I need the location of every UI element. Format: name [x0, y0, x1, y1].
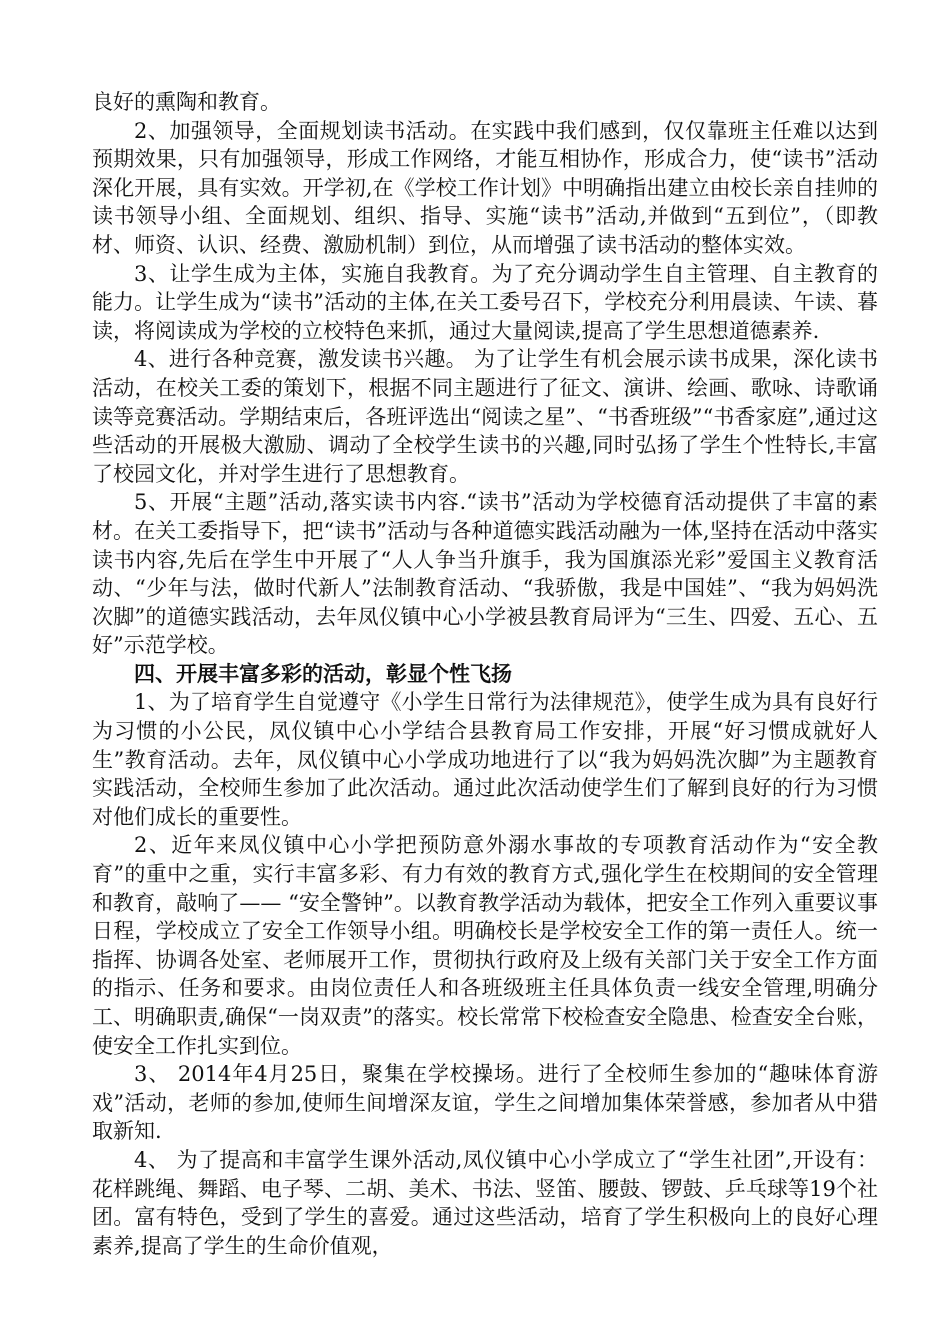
paragraph-section4-point-2-safety: 2、近年来凤仪镇中心小学把预防意外溺水事故的专项教育活动作为“安全教育”的重中之重，实行丰富多彩、有力有效的教育方式,强化学生在校期间的安全管理和教育，敲响了—— “安全警钟”。以教育教学活动为载体，把安全工作列入重要议事日程，学校成立了安全工作领导小组。明确校长是学校安全工作的第一责任人。统一指挥、协调各处室、老师展开工作，贯彻执行政府及上级有关部门关于安全工作方面的指示、任务和要求。由岗位责任人和各班级班主任具体负责一线安全管理,明确分工、明确职责,确保“一岗双责”的落实。校长常常下校检查安全隐患、检查安全台账，使安全工作扎实到位。	[92, 833, 878, 1058]
paragraph-section4-point-4-clubs: 4、 为了提高和丰富学生课外活动,凤仪镇中心小学成立了“学生社团”,开设有：花样跳绳、舞蹈、电子琴、二胡、美术、书法、竖笛、腰鼓、锣鼓、乒乓球等19个社团。富有特色，受到了学生的喜爱。通过这些活动，培育了学生积极向上的良好心理素养,提高了学生的生命价值观，	[92, 1147, 878, 1258]
paragraph-point-2-leadership: 2、加强领导，全面规划读书活动。在实践中我们感到，仅仅靠班主任难以达到预期效果，只有加强领导，形成工作网络，才能互相协作，形成合力，使“读书”活动深化开展，具有实效。开学初,在《学校工作计划》中明确指出建立由校长亲自挂帅的读书领导小组、全面规划、组织、指导、实施“读书”活动,并做到“五到位”，（即教材、师资、认识、经费、激励机制）到位，从而增强了读书活动的整体实效。	[92, 118, 878, 257]
paragraph-section4-point-3-sports: 3、 2014年4月25日，聚集在学校操场。进行了全校师生参加的“趣味体育游戏”活动，老师的参加,使师生间增深友谊，学生之间增加集体荣誉感，参加者从中猎取新知.	[92, 1062, 878, 1144]
paragraph-intro-continuation: 良好的熏陶和教育。	[92, 90, 281, 114]
section-heading-four: 四、开展丰富多彩的活动，彰显个性飞扬	[134, 661, 512, 686]
paragraph-point-4-competitions: 4、进行各种竞赛，激发读书兴趣。 为了让学生有机会展示读书成果，深化读书活动，在校关工委的策划下，根据不同主题进行了征文、演讲、绘画、歌咏、诗歌诵读等竞赛活动。学期结束后，各班评选出“阅读之星”、“书香班级”“书香家庭”,通过这些活动的开展极大激励、调动了全校学生读书的兴趣,同时弘扬了学生个性特长,丰富了校园文化，并对学生进行了思想教育。	[92, 347, 878, 486]
paragraph-point-3-student-subject: 3、让学生成为主体，实施自我教育。为了充分调动学生自主管理、自主教育的能力。让学生成为“读书”活动的主体,在关工委号召下，学校充分利用晨读、午读、暮读，将阅读成为学校的立校特色来抓，通过大量阅读,提高了学生思想道德素养.	[92, 261, 878, 343]
document-body	[92, 88, 878, 1260]
paragraph-point-5-theme-activities: 5、开展“主题”活动,落实读书内容.“读书”活动为学校德育活动提供了丰富的素材。在关工委指导下，把“读书”活动与各种道德实践活动融为一体,坚持在活动中落实读书内容,先后在学生中开展了“人人争当升旗手，我为国旗添光彩”爱国主义教育活动、“少年与法，做时代新人”法制教育活动、“我骄傲，我是中国娃”、“我为妈妈洗次脚”的道德实践活动，去年凤仪镇中心小学被县教育局评为“三生、四爱、五心、五好”示范学校。	[92, 490, 878, 658]
paragraph-section4-point-1: 1、为了培育学生自觉遵守《小学生日常行为法律规范》，使学生成为具有良好行为习惯的小公民，凤仪镇中心小学结合县教育局工作安排，开展“好习惯成就好人生”教育活动。去年，凤仪镇中心小学成功地进行了以“我为妈妈洗次脚”为主题教育实践活动，全校师生参加了此次活动。通过此次活动使学生们了解到良好的行为习惯对他们成长的重要性。	[92, 690, 878, 829]
